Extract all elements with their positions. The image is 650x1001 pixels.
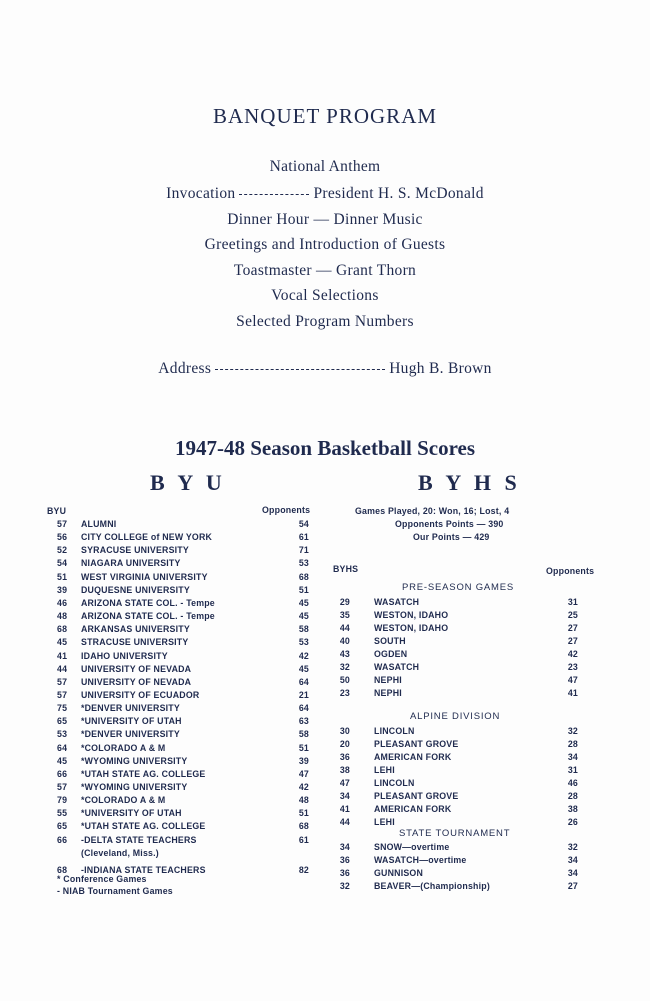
score: 35 xyxy=(339,610,350,620)
opponent-score: 38 xyxy=(567,804,578,814)
program-item-anthem: National Anthem xyxy=(269,158,381,175)
opponent-score: 68 xyxy=(298,821,309,832)
opponent-name: *UNIVERSITY OF UTAH xyxy=(81,716,182,727)
opponent-score: 27 xyxy=(567,623,578,633)
opponent-score: 63 xyxy=(298,716,309,727)
program-title: BANQUET PROGRAM xyxy=(212,104,438,128)
program-item-label: Address xyxy=(158,360,212,377)
table-row xyxy=(330,881,590,894)
table-row xyxy=(57,821,317,834)
opponent-score: 42 xyxy=(298,650,309,661)
scores-title: 1947-48 Season Basketball Scores xyxy=(174,436,476,460)
opponent-score: 47 xyxy=(567,675,578,685)
table-row xyxy=(57,848,317,861)
score: 46 xyxy=(57,597,68,608)
opponent-name: NIAGARA UNIVERSITY xyxy=(81,558,181,569)
score: 68 xyxy=(57,624,68,635)
table-row xyxy=(57,664,317,677)
opponent-score: 34 xyxy=(567,868,578,878)
table-row xyxy=(330,649,590,662)
score: 20 xyxy=(339,739,350,749)
opponent-name: SYRACUSE UNIVERSITY xyxy=(81,545,189,556)
opponent-name: WESTON, IDAHO xyxy=(374,610,449,620)
score: 43 xyxy=(339,649,350,659)
score: 23 xyxy=(339,688,350,698)
program-item-address xyxy=(0,360,650,378)
opponent-score: 51 xyxy=(298,742,309,753)
opponent-score: 82 xyxy=(298,864,309,875)
opponent-score: 32 xyxy=(567,842,578,852)
table-row xyxy=(57,769,317,782)
table-row xyxy=(57,651,317,664)
table-row xyxy=(57,532,317,545)
opponent-name: NEPHI xyxy=(374,688,402,698)
score: 68 xyxy=(57,864,68,875)
table-row xyxy=(57,716,317,729)
opponent-name: -INDIANA STATE TEACHERS xyxy=(81,864,206,875)
table-row xyxy=(57,795,317,808)
opponent-score: 58 xyxy=(298,729,309,740)
byu-opponents-header: Opponents xyxy=(262,505,311,515)
score: 48 xyxy=(57,611,68,622)
opponent-score: 28 xyxy=(567,791,578,801)
program-item-person: Hugh B. Brown xyxy=(389,360,492,377)
opponent-name: WEST VIRGINIA UNIVERSITY xyxy=(81,571,208,582)
byu-note-niab: - NIAB Tournament Games xyxy=(57,886,173,896)
opponent-score: 42 xyxy=(567,649,578,659)
opponent-score: 42 xyxy=(298,782,309,792)
score: 56 xyxy=(57,532,68,543)
table-row xyxy=(57,545,317,558)
opponent-name: WASATCH xyxy=(374,597,420,607)
byhs-opponents-header: Opponents xyxy=(546,566,595,576)
opponent-score: 48 xyxy=(298,795,309,806)
opponent-name: WASATCH—overtime xyxy=(374,855,467,865)
opponent-score: 28 xyxy=(567,739,578,749)
score: 50 xyxy=(339,675,350,685)
score: 64 xyxy=(57,742,68,753)
table-row xyxy=(57,808,317,821)
opponent-name: *DENVER UNIVERSITY xyxy=(81,703,180,714)
opponent-score: 51 xyxy=(298,584,309,595)
table-row xyxy=(57,611,317,624)
opponent-score: 51 xyxy=(298,808,309,819)
table-row xyxy=(57,572,317,585)
opponent-name: LEHI xyxy=(374,765,395,775)
section-title: PRE-SEASON GAMES xyxy=(402,582,515,593)
program-item-dinner: Dinner Hour — Dinner Music xyxy=(227,211,423,228)
opponent-score: 68 xyxy=(298,571,309,582)
opponent-name: SNOW—overtime xyxy=(374,842,450,852)
table-row xyxy=(57,558,317,571)
byhs-summary-ours: Our Points — 429 xyxy=(413,532,490,542)
opponent-name: (Cleveland, Miss.) xyxy=(81,847,159,858)
table-row xyxy=(330,791,590,804)
score: 38 xyxy=(339,765,350,775)
opponent-name: GUNNISON xyxy=(374,868,424,878)
opponent-name: STRACUSE UNIVERSITY xyxy=(81,637,189,648)
table-row xyxy=(330,778,590,791)
table-row xyxy=(330,675,590,688)
program-item-toastmaster: Toastmaster — Grant Thorn xyxy=(233,262,417,279)
opponent-name: UNIVERSITY OF NEVADA xyxy=(81,676,192,687)
table-row xyxy=(57,743,317,756)
opponent-name: OGDEN xyxy=(374,649,408,659)
score: 57 xyxy=(57,689,68,700)
table-row xyxy=(57,677,317,690)
score: 66 xyxy=(57,768,68,779)
table-row xyxy=(57,756,317,769)
byu-column-header: BYU xyxy=(47,506,67,516)
opponent-score: 31 xyxy=(567,765,578,775)
table-row xyxy=(57,729,317,742)
opponent-score: 34 xyxy=(567,752,578,762)
score: 36 xyxy=(339,868,350,878)
opponent-score: 64 xyxy=(298,703,309,714)
table-row xyxy=(330,662,590,675)
opponent-score: 26 xyxy=(567,817,578,827)
opponent-name: PLEASANT GROVE xyxy=(374,739,459,749)
table-row xyxy=(330,855,590,868)
table-row xyxy=(330,623,590,636)
opponent-score: 31 xyxy=(567,597,578,607)
program-item-greetings: Greetings and Introduction of Guests xyxy=(204,236,446,253)
dotted-leader xyxy=(215,369,385,370)
score: 45 xyxy=(57,755,68,766)
byu-note-conference: * Conference Games xyxy=(57,874,147,884)
score: 79 xyxy=(57,795,68,806)
score: 34 xyxy=(339,791,350,801)
table-row xyxy=(57,585,317,598)
table-row xyxy=(57,598,317,611)
byu-heading: B Y U xyxy=(150,470,226,495)
score: 57 xyxy=(57,782,68,792)
score: 44 xyxy=(339,817,350,827)
score: 40 xyxy=(339,636,350,646)
table-row xyxy=(330,868,590,881)
opponent-name: ARIZONA STATE COL. - Tempe xyxy=(81,611,215,622)
score: 29 xyxy=(339,597,350,607)
table-row xyxy=(330,726,590,739)
opponent-name: UNIVERSITY OF NEVADA xyxy=(81,663,192,674)
opponent-score: 46 xyxy=(567,778,578,788)
score: 44 xyxy=(339,623,350,633)
table-row xyxy=(57,782,317,795)
dotted-leader xyxy=(239,194,309,195)
table-row xyxy=(57,519,317,532)
opponent-name: DUQUESNE UNIVERSITY xyxy=(81,584,190,595)
score: 65 xyxy=(57,821,68,832)
opponent-name: *DENVER UNIVERSITY xyxy=(81,729,180,740)
opponent-name: ALUMNI xyxy=(81,519,117,529)
score: 45 xyxy=(57,637,68,648)
opponent-name: *UNIVERSITY OF UTAH xyxy=(81,808,182,819)
score: 36 xyxy=(339,752,350,762)
opponent-name: ARKANSAS UNIVERSITY xyxy=(81,624,190,635)
program-item-invocation xyxy=(0,185,650,203)
opponent-name: PLEASANT GROVE xyxy=(374,791,459,801)
opponent-name: *COLORADO A & M xyxy=(81,742,166,753)
opponent-name: AMERICAN FORK xyxy=(374,804,452,814)
section-title: ALPINE DIVISION xyxy=(410,711,501,722)
opponent-name: UNIVERSITY OF ECUADOR xyxy=(81,689,200,700)
opponent-name: AMERICAN FORK xyxy=(374,752,452,762)
byhs-summary-opponents: Opponents Points — 390 xyxy=(395,519,504,529)
table-row xyxy=(57,624,317,637)
score: 41 xyxy=(57,650,68,661)
table-row xyxy=(330,739,590,752)
opponent-name: SOUTH xyxy=(374,636,406,646)
table-row xyxy=(330,842,590,855)
section-title: STATE TOURNAMENT xyxy=(399,828,511,839)
score: 51 xyxy=(57,571,68,582)
byu-score-table xyxy=(57,519,317,899)
score: 57 xyxy=(57,676,68,687)
score: 30 xyxy=(339,726,350,736)
score: 54 xyxy=(57,558,68,569)
opponent-name: *UTAH STATE AG. COLLEGE xyxy=(81,821,206,832)
program-item-person: President H. S. McDonald xyxy=(313,185,484,202)
score: 57 xyxy=(57,519,68,529)
opponent-score: 39 xyxy=(298,755,309,766)
table-row xyxy=(330,752,590,765)
opponent-score: 54 xyxy=(298,519,309,529)
opponent-score: 25 xyxy=(567,610,578,620)
byhs-column-header: BYHS xyxy=(333,564,359,574)
score: 65 xyxy=(57,716,68,727)
score: 44 xyxy=(57,663,68,674)
table-row xyxy=(57,690,317,703)
opponent-name: *WYOMING UNIVERSITY xyxy=(81,755,188,766)
opponent-score: 32 xyxy=(567,726,578,736)
score: 66 xyxy=(57,834,68,845)
opponent-name: NEPHI xyxy=(374,675,402,685)
score: 53 xyxy=(57,729,68,740)
opponent-name: LEHI xyxy=(374,817,395,827)
byhs-heading: B Y H S xyxy=(418,470,521,495)
opponent-score: 21 xyxy=(298,689,309,700)
table-row xyxy=(330,688,590,701)
opponent-score: 61 xyxy=(298,834,309,845)
opponent-score: 41 xyxy=(567,688,578,698)
score: 32 xyxy=(339,662,350,672)
opponent-score: 58 xyxy=(298,624,309,635)
opponent-score: 53 xyxy=(298,637,309,648)
opponent-name: CITY COLLEGE of NEW YORK xyxy=(81,532,213,543)
opponent-name: LINCOLN xyxy=(374,726,415,736)
opponent-score: 45 xyxy=(298,611,309,622)
opponent-name: -DELTA STATE TEACHERS xyxy=(81,834,197,845)
opponent-name: ARIZONA STATE COL. - Tempe xyxy=(81,597,215,608)
score: 36 xyxy=(339,855,350,865)
opponent-score: 34 xyxy=(567,855,578,865)
table-row xyxy=(57,703,317,716)
opponent-score: 27 xyxy=(567,636,578,646)
table-row xyxy=(330,804,590,817)
score: 47 xyxy=(339,778,350,788)
opponent-score: 53 xyxy=(298,558,309,569)
opponent-score: 23 xyxy=(567,662,578,672)
program-item-vocal: Vocal Selections xyxy=(271,287,379,304)
opponent-name: WASATCH xyxy=(374,662,420,672)
opponent-score: 64 xyxy=(298,676,309,687)
opponent-name: IDAHO UNIVERSITY xyxy=(81,650,168,661)
opponent-score: 45 xyxy=(298,597,309,608)
table-row xyxy=(57,637,317,650)
program-item-selected: Selected Program Numbers xyxy=(236,313,414,330)
table-row xyxy=(330,610,590,623)
opponent-score: 61 xyxy=(298,532,309,543)
score: 34 xyxy=(339,842,350,852)
opponent-name: WESTON, IDAHO xyxy=(374,623,449,633)
opponent-name: BEAVER—(Championship) xyxy=(374,881,490,891)
opponent-score: 45 xyxy=(298,663,309,674)
byhs-score-table xyxy=(330,580,590,900)
score: 55 xyxy=(57,808,68,819)
opponent-score: 27 xyxy=(567,881,578,891)
table-row xyxy=(57,835,317,848)
opponent-score: 71 xyxy=(298,545,309,556)
score: 32 xyxy=(339,881,350,891)
opponent-name: *COLORADO A & M xyxy=(81,795,166,806)
program-item-label: Invocation xyxy=(166,185,236,202)
score: 75 xyxy=(57,703,68,714)
opponent-name: *UTAH STATE AG. COLLEGE xyxy=(81,768,206,779)
score: 41 xyxy=(339,804,350,814)
byhs-summary-record: Games Played, 20: Won, 16; Lost, 4 xyxy=(355,506,510,516)
opponent-name: LINCOLN xyxy=(374,778,415,788)
opponent-name: *WYOMING UNIVERSITY xyxy=(81,782,188,792)
table-row xyxy=(330,597,590,610)
table-row xyxy=(330,636,590,649)
score: 52 xyxy=(57,545,68,556)
opponent-score: 47 xyxy=(298,768,309,779)
table-row xyxy=(330,765,590,778)
score: 39 xyxy=(57,584,68,595)
